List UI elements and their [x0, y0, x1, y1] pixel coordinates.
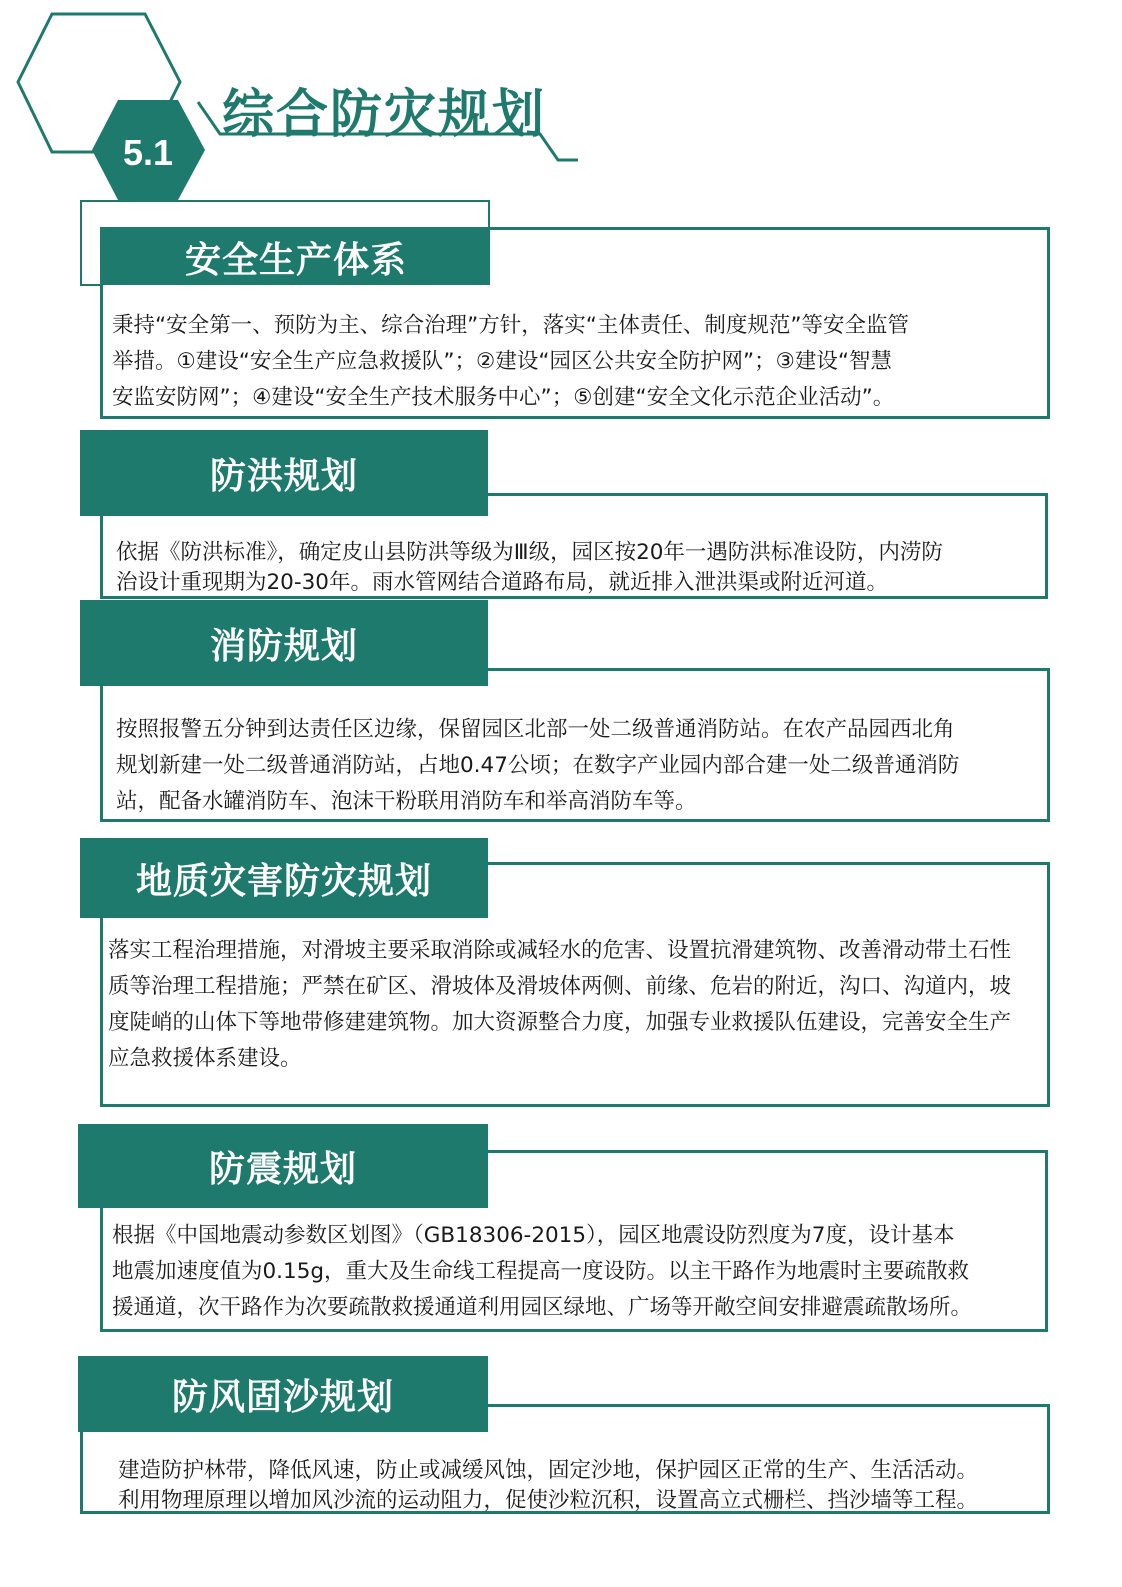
text-line: 应急救援体系建设。	[108, 1046, 302, 1071]
section-quake-title: 防震规划	[78, 1124, 488, 1208]
section-safety-text	[112, 308, 1042, 416]
section-geo-title: 地质灾害防灾规划	[80, 838, 488, 918]
text-line: 按照报警五分钟到达责任区边缘，保留园区北部一处二级普通消防站。在农产品园西北角	[116, 717, 955, 742]
section-fire-title: 消防规划	[80, 600, 488, 686]
text-line: 安监安防网”；④建设“安全生产技术服务中心”；⑤创建“安全文化示范企业活动”。	[112, 385, 895, 410]
text-line: 根据《中国地震动参数区划图》（GB18306-2015），园区地震设防烈度为7度，设计基本	[112, 1223, 955, 1248]
text-line: 站，配备水罐消防车、泡沫干粉联用消防车和举高消防车等。	[116, 789, 697, 814]
text-line: 地震加速度值为0.15g，重大及生命线工程提高一度设防。以主干路作为地震时主要疏散救	[112, 1259, 970, 1284]
text-line: 依据《防洪标准》，确定皮山县防洪等级为Ⅲ级，园区按20年一遇防洪标准设防，内涝防	[116, 540, 943, 565]
text-line: 规划新建一处二级普通消防站，占地0.47公顷；在数字产业园内部合建一处二级普通消防	[116, 753, 960, 778]
text-line: 建造防护林带，降低风速，防止或减缓风蚀，固定沙地，保护园区正常的生产、生活活动。	[118, 1458, 979, 1483]
section-flood-title: 防洪规划	[80, 430, 488, 516]
section-number: 5.1	[122, 132, 174, 173]
text-line: 质等治理工程措施；严禁在矿区、滑坡体及滑坡体两侧、前缘、危岩的附近，沟口、沟道内，坡	[108, 974, 1012, 999]
section-flood-text	[116, 538, 1042, 598]
text-line: 利用物理原理以增加风沙流的运动阻力，促使沙粒沉积，设置高立式栅栏、挡沙墙等工程。	[118, 1488, 979, 1513]
section-wind-title: 防风固沙规划	[78, 1356, 488, 1432]
page-title: 综合防灾规划	[222, 85, 547, 145]
text-line: 援通道，次干路作为次要疏散救援通道利用园区绿地、广场等开敞空间安排避震疏散场所。	[112, 1295, 973, 1320]
text-line: 秉持“安全第一、预防为主、综合治理”方针，落实“主体责任、制度规范”等安全监管	[112, 313, 910, 338]
header-decoration	[0, 0, 1122, 210]
text-line: 治设计重现期为20-30年。雨水管网结合道路布局，就近排入泄洪渠或附近河道。	[116, 570, 888, 595]
section-fire-text	[116, 712, 1042, 820]
text-line: 度陡峭的山体下等地带修建建筑物。加大资源整合力度，加强专业救援队伍建设，完善安全生产	[108, 1010, 1012, 1035]
text-line: 举措。①建设“安全生产应急救援队”；②建设“园区公共安全防护网”；③建设“智慧	[112, 349, 893, 374]
section-safety-title: 安全生产体系	[102, 229, 490, 285]
text-line: 落实工程治理措施，对滑坡主要采取消除或减轻水的危害、设置抗滑建筑物、改善滑动带土石性	[108, 938, 1012, 963]
section-geo-text	[108, 933, 1050, 1077]
section-quake-text	[112, 1218, 1042, 1326]
section-wind-text	[118, 1456, 1044, 1516]
